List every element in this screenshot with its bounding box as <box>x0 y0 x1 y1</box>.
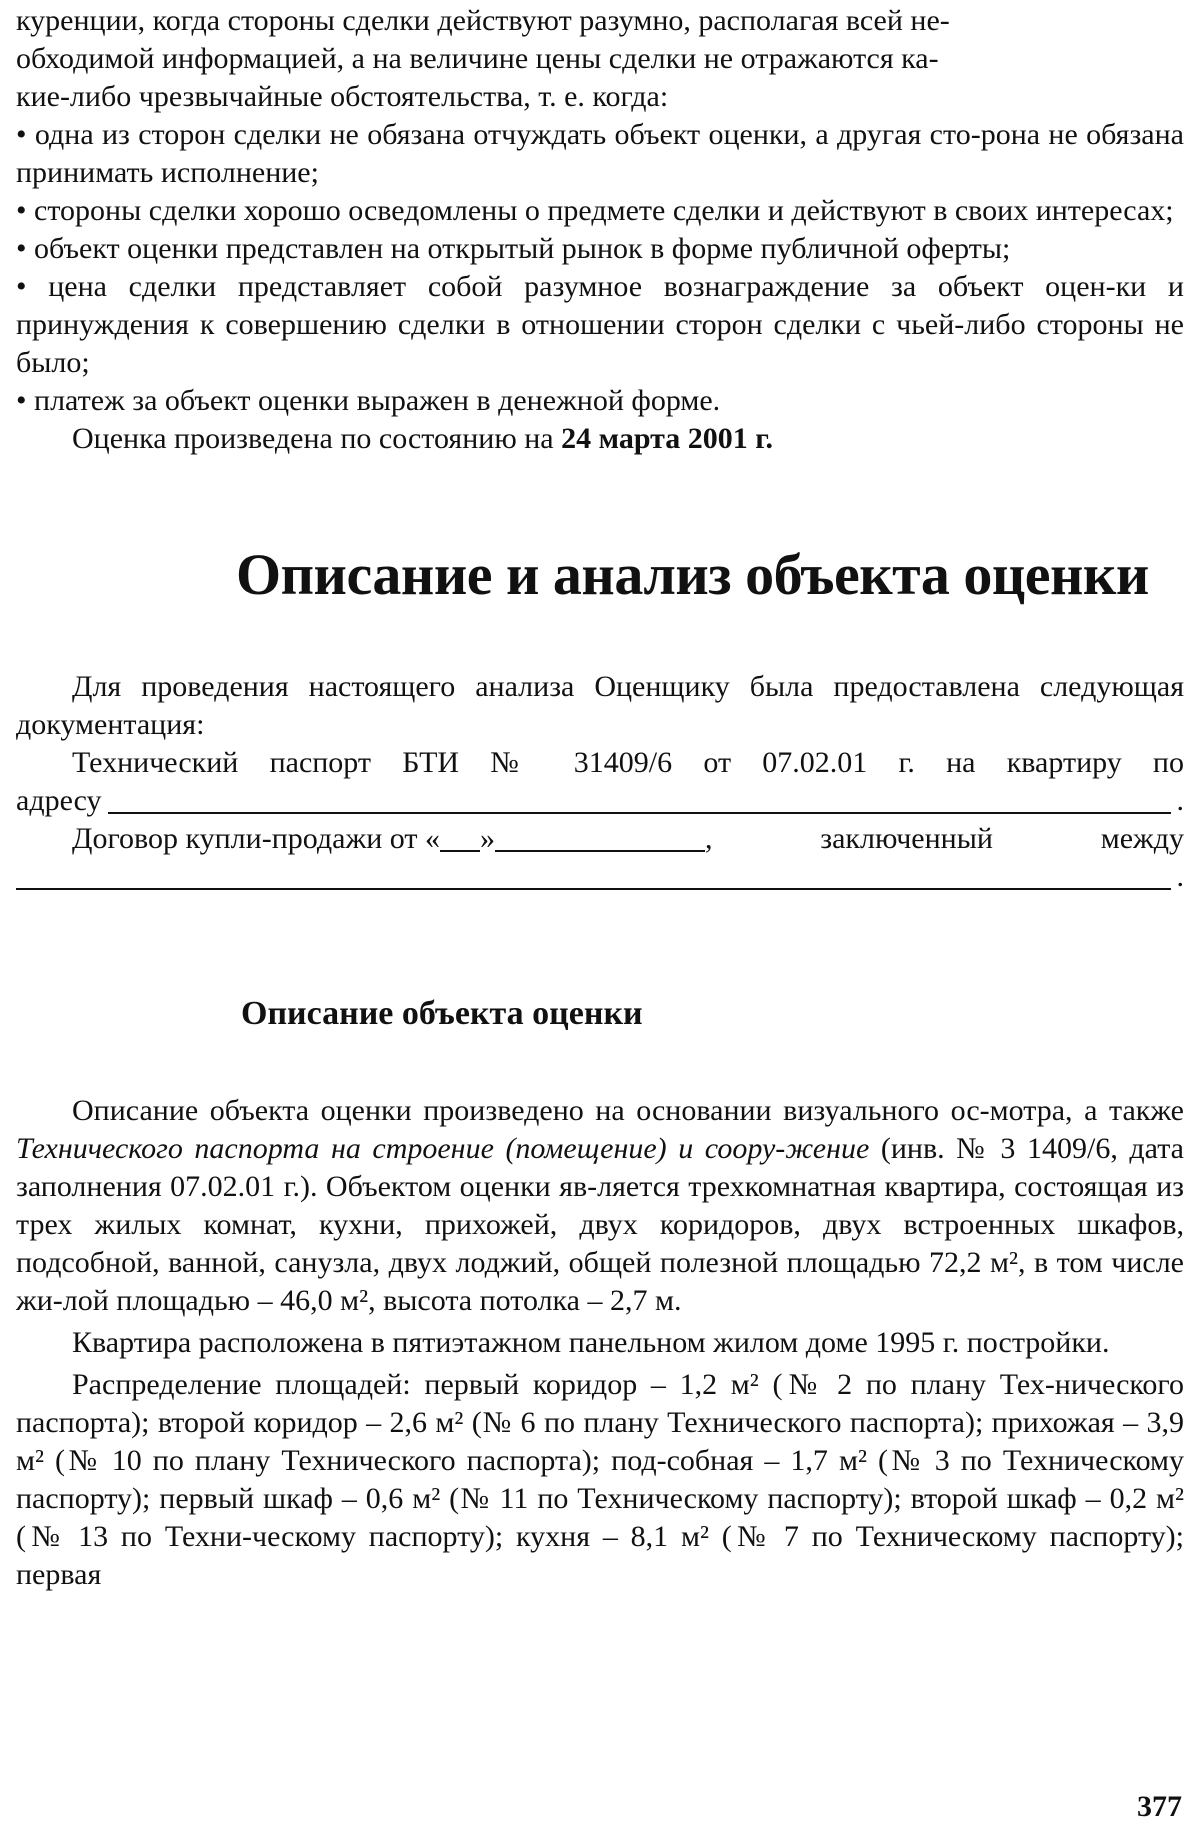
description-text: (инв. № 3 1409/6, дата заполнения 07.02.01 г.). Объектом оценки яв-ляется трехкомнатная квартира, состоящая из трех жилых комнат, кухни, прихожей, двух коридоров, двух встроенных шкафов, подсобной, ванной, санузла, двух лоджий, общей полезной площадью 72,2 м², в том числе жи-лой площадью – 46,0 м², высота потолка – 2,7 м. <box>16 1132 1184 1317</box>
areas-paragraph: Распределение площадей: первый коридор – 1,2 м² (№ 2 по плану Тех-нического паспорта); второй коридор – 2,6 м² (№ 6 по плану Технического паспорта); прихожая – 3,9 м² (№ 10 по плану Технического паспорта); под-собная – 1,7 м² (№ 3 по Техническому паспорту); первый шкаф – 0,6 м² (№ 11 по Техническому паспорту); второй шкаф – 0,2 м² (№ 13 по Техни-ческому паспорту); кухня – 8,1 м² (№ 7 по Техническому паспорту); первая <box>16 1368 1184 1591</box>
contract-line <box>16 820 1184 858</box>
address-label: адресу <box>16 784 102 817</box>
valuation-date: 24 марта 2001 г. <box>561 422 773 455</box>
description-text: Описание объекта оценки произведено на основании визуального ос-мотра, а также <box>72 1094 1184 1127</box>
intro-line: кие-либо чрезвычайные обстоятельства, т. е. когда: <box>16 80 669 113</box>
contract-parties-label: , заключенный между <box>704 822 1184 855</box>
building-paragraph: Квартира расположена в пятиэтажном панельном жилом доме 1995 г. постройки. <box>72 1326 1110 1359</box>
description-doc-title: Технического паспорта на строение (помещение) и соору-жение <box>16 1132 870 1165</box>
valuation-date-prefix: Оценка произведена по состоянию на <box>72 422 562 455</box>
bullet-item: • цена сделки представляет собой разумное вознаграждение за объект оцен-ки и принуждения к совершению сделки в отношении сторон сделки с чьей-либо стороны не было; <box>16 268 1184 382</box>
intro-block <box>16 0 1184 458</box>
contract-day-blank <box>440 822 480 852</box>
description-paragraph <box>16 1092 1184 1320</box>
section-title: Описание и анализ объекта оценки <box>236 542 1149 607</box>
valuation-date-line <box>16 420 1184 458</box>
contract-quote: » <box>479 822 495 855</box>
subsection-title: Описание объекта оценки <box>241 995 643 1032</box>
bullet-item: • платеж за объект оценки выражен в денежной форме. <box>16 382 1184 420</box>
bullet-item: • стороны сделки хорошо осведомлены о предмете сделки и действуют в своих интересах; <box>16 192 1184 230</box>
documents-block <box>16 668 1184 896</box>
bullet-item: • одна из сторон сделки не обязана отчуждать объект оценки, а другая сто-рона не обязана принимать исполнение; <box>16 116 1184 192</box>
intro-paragraph <box>16 2 1184 116</box>
address-blank <box>108 782 1171 814</box>
description-block <box>16 1092 1184 1594</box>
parties-blank <box>16 858 1171 890</box>
contract-month-blank <box>495 822 705 852</box>
tech-passport-line: Технический паспорт БТИ № 31409/6 от 07.02.01 г. на квартиру по <box>72 746 1184 779</box>
address-end: . <box>1176 784 1184 817</box>
contract-label: Договор купли-продажи от « <box>72 822 440 855</box>
page-number: 377 <box>1137 1790 1182 1823</box>
intro-line: куренции, когда стороны сделки действуют разумно, располагая всей не- <box>16 4 950 37</box>
bullet-item: • объект оценки представлен на открытый рынок в форме публичной оферты; <box>16 230 1184 268</box>
parties-end: . <box>1176 860 1184 893</box>
intro-line: обходимой информацией, а на величине цены сделки не отражаются ка- <box>16 42 939 75</box>
parties-line <box>16 858 1184 896</box>
address-line <box>16 782 1184 820</box>
documents-intro: Для проведения настоящего анализа Оценщику была предоставлена следующая документация: <box>16 670 1184 741</box>
